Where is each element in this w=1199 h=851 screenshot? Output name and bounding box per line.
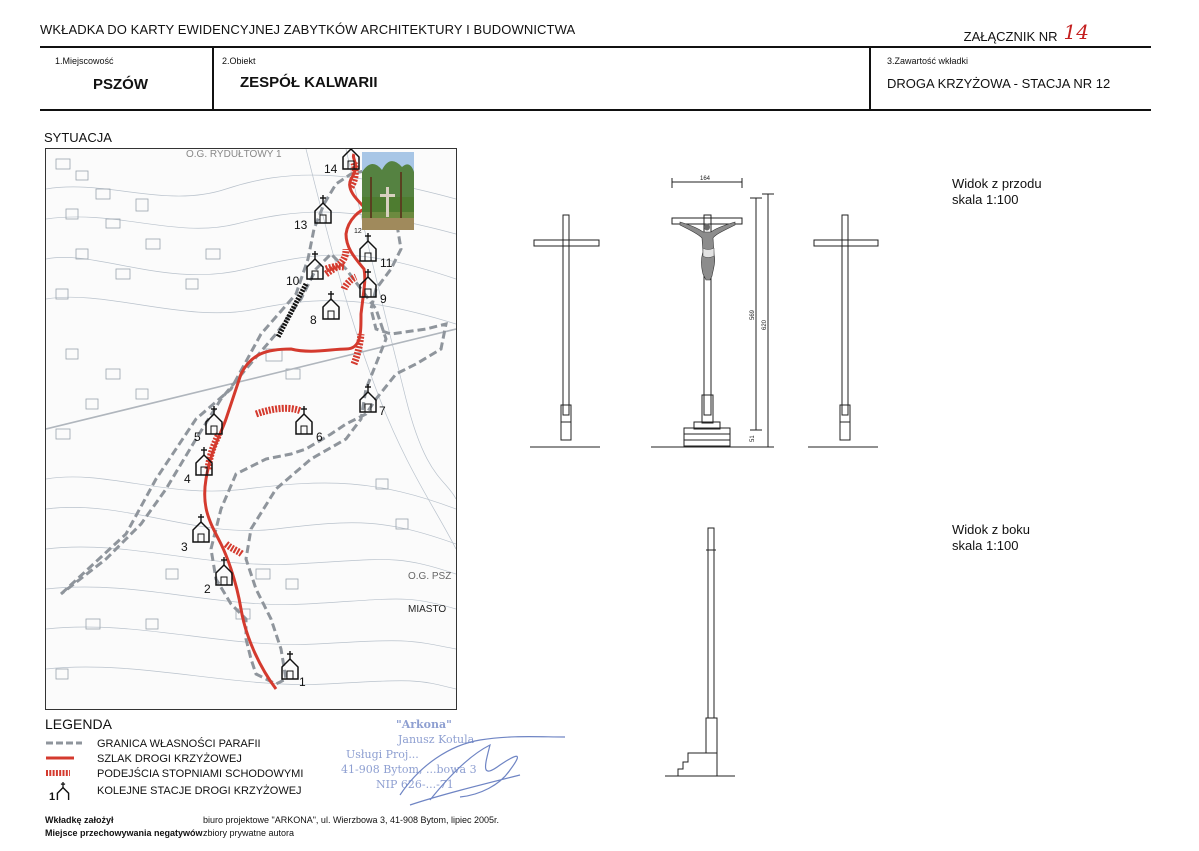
station-number-2: 2 <box>204 582 211 596</box>
content-label: 3.Zawartość wkładki <box>887 56 969 66</box>
station-8-icon <box>323 291 339 319</box>
annex-label <box>964 22 1089 46</box>
legend-symbols <box>44 736 84 800</box>
front-view-title <box>952 176 1042 208</box>
situation-map <box>45 148 457 710</box>
footer-negatives-label: Miejsce przechowywania negatywów <box>45 828 203 838</box>
object-label: 2.Obiekt <box>222 56 256 66</box>
side-view-title-text: Widok z boku <box>952 522 1031 537</box>
side-view-scale: skala 1:100 <box>952 538 1019 553</box>
cross-side-view <box>665 528 735 776</box>
legend-item-stairs: PODEJŚCIA STOPNIAMI SCHODOWYMI <box>97 768 304 780</box>
content-value: DROGA KRZYŻOWA - STACJA NR 12 <box>887 76 1111 91</box>
cross-right-view <box>808 215 878 447</box>
field-divider-2 <box>869 46 871 111</box>
cross-drawings <box>520 170 920 790</box>
property-boundary <box>61 171 446 684</box>
dim-height-total: 620 <box>762 319 768 330</box>
station-number-8: 8 <box>310 313 317 327</box>
legend-station-symbol <box>57 782 68 800</box>
legend-station-number: 1 <box>49 791 56 800</box>
dim-height-base: 51 <box>750 435 756 442</box>
station-number-9: 9 <box>380 292 387 306</box>
document-title: WKŁADKA DO KARTY EWIDENCYJNEJ ZABYTKÓW ARCHITEKTURY I BUDOWNICTWA <box>40 22 576 37</box>
station-number-3: 3 <box>181 540 188 554</box>
header-top-rule <box>40 46 1151 48</box>
locality-value: PSZÓW <box>93 76 148 93</box>
dim-height-upper: 569 <box>750 309 756 320</box>
contour-lines <box>46 149 456 689</box>
dimension-labels <box>700 176 768 442</box>
map-label-og-psz: O.G. PSZ <box>408 571 452 582</box>
stamp-line-5: NIP 626-...-71 <box>376 778 454 791</box>
station-number-7: 7 <box>379 404 386 418</box>
station-5-icon <box>206 406 222 434</box>
legend-heading: LEGENDA <box>45 716 112 732</box>
object-value: ZESPÓŁ KALWARII <box>240 74 378 91</box>
christ-figure <box>680 222 735 280</box>
situation-heading: SYTUACJA <box>44 130 112 145</box>
map-label-miasto: MIASTO <box>408 604 447 615</box>
front-view-title-text: Widok z przodu <box>952 176 1042 191</box>
station-number-1: 1 <box>299 675 306 689</box>
station-number-11: 11 <box>380 256 393 270</box>
field-divider-1 <box>212 46 214 111</box>
stamp-line-4: 41-908 Bytom, ...bowa 3 <box>341 763 477 776</box>
locality-label: 1.Miejscowość <box>55 56 114 66</box>
station-3-icon <box>193 514 209 542</box>
station-photo <box>362 152 414 230</box>
header-bottom-rule <box>40 109 1151 111</box>
legend-item-route: SZLAK DROGI KRZYŻOWEJ <box>97 753 242 765</box>
station-number-10: 10 <box>286 274 300 288</box>
station-number-6: 6 <box>316 430 323 444</box>
annex-number: 14 <box>1063 20 1089 44</box>
stamp-line-2: Janusz Kotula <box>398 733 475 746</box>
footer-made-by-label: Wkładkę założył <box>45 815 114 825</box>
station-number-4: 4 <box>184 472 191 486</box>
station-number-14: 14 <box>324 162 338 176</box>
stamp-line-1: "Arkona" <box>396 718 452 731</box>
station-number-13: 13 <box>294 218 308 232</box>
front-view-scale: skala 1:100 <box>952 192 1019 207</box>
dim-width: 164 <box>700 176 711 182</box>
footer-made-by-value: biuro projektowe "ARKONA", ul. Wierzbowa 3, 41-908 Bytom, lipiec 2005r. <box>203 815 500 825</box>
photo-svg <box>362 152 414 230</box>
legend-item-stations: KOLEJNE STACJE DROGI KRZYŻOWEJ <box>97 785 302 797</box>
stamp-line-3: Usługi Proj... <box>346 748 419 761</box>
station-number-5: 5 <box>194 430 201 444</box>
map-label-rydultowy: O.G. RYDUŁTOWY 1 <box>186 149 282 160</box>
cross-left-view <box>530 215 600 447</box>
side-view-title <box>952 522 1030 554</box>
footer-negatives-value: zbiory prywatne autora <box>203 828 295 838</box>
route-line <box>205 154 366 689</box>
annex-label-text: ZAŁĄCZNIK NR <box>963 29 1058 44</box>
station-number-12: 12 <box>354 228 362 235</box>
map-svg <box>46 149 456 709</box>
legend-item-boundary: GRANICA WŁASNOŚCI PARAFII <box>97 738 261 750</box>
